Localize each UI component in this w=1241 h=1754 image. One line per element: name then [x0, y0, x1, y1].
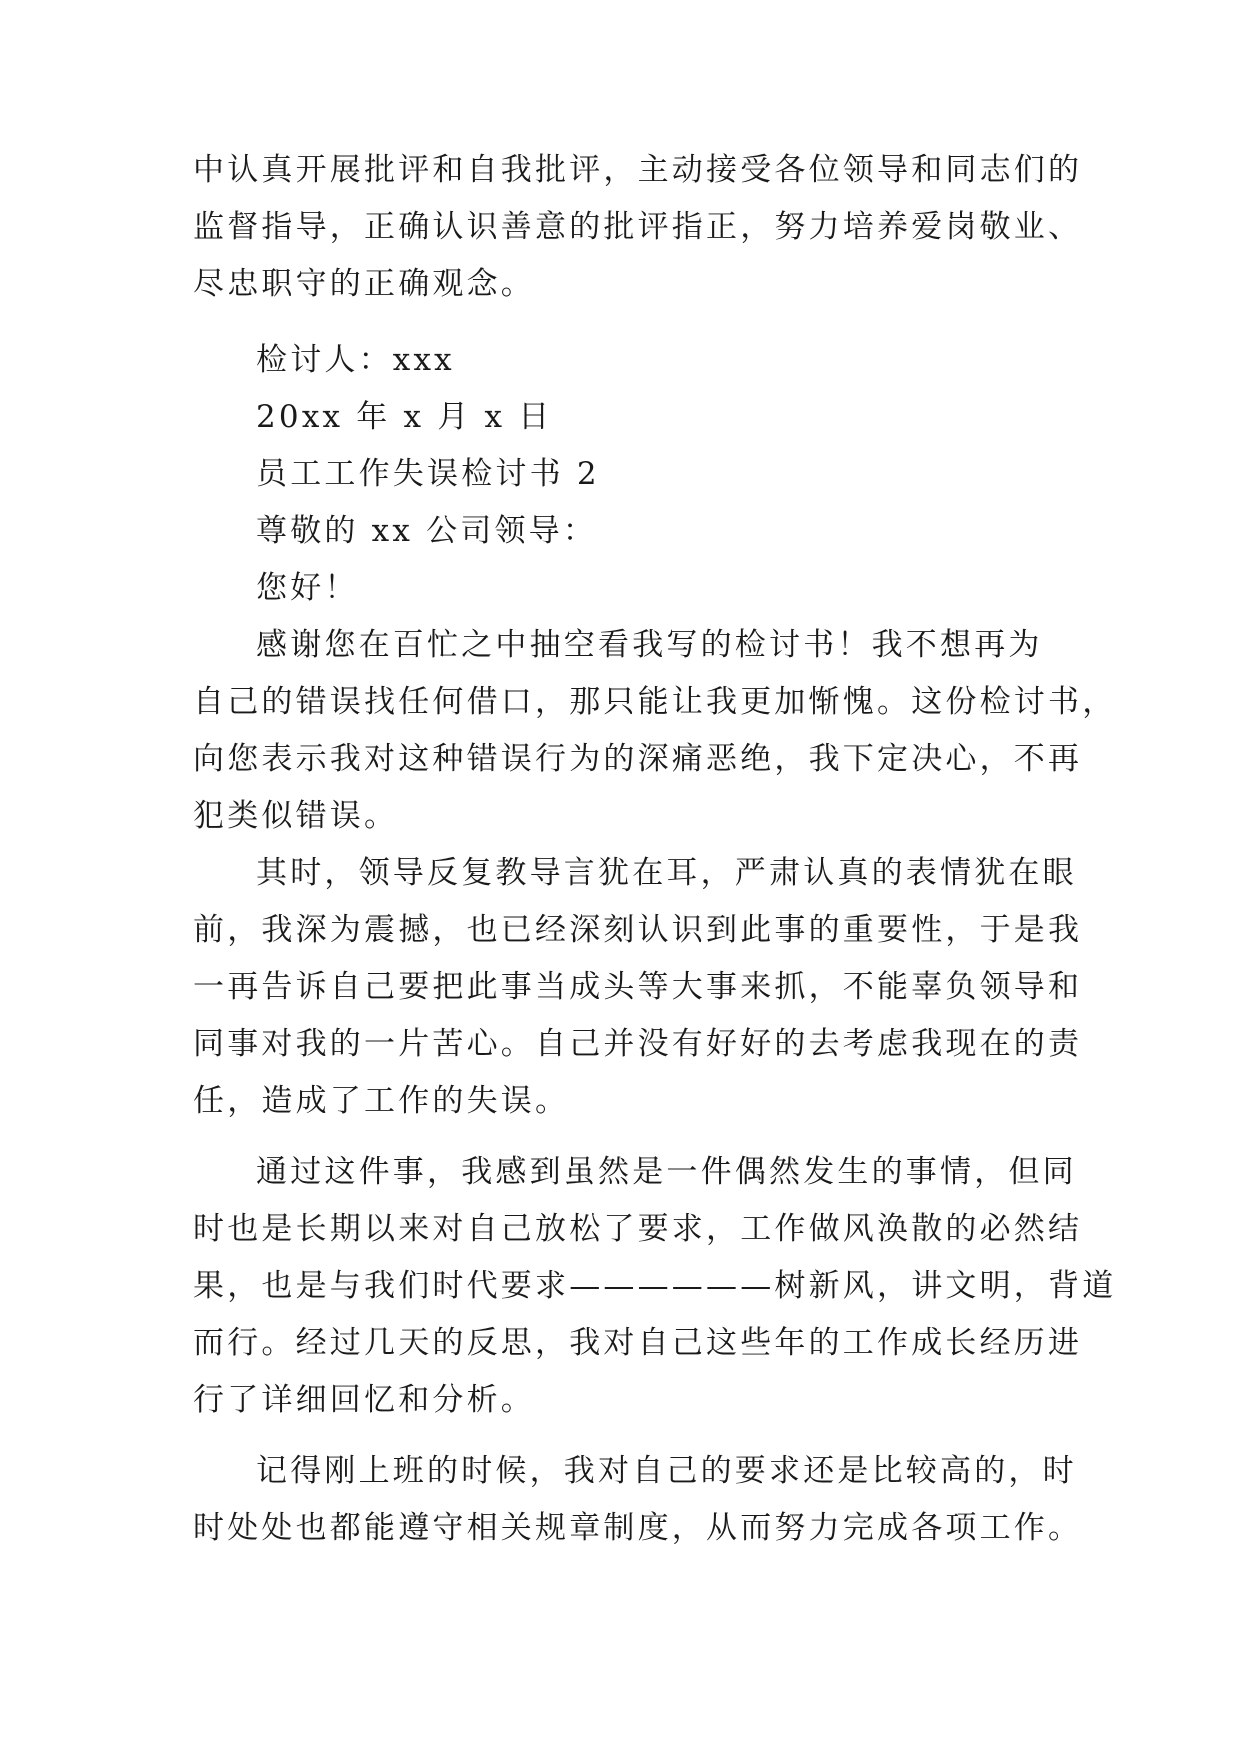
- section-title: 员工工作失误检讨书 2: [256, 456, 600, 492]
- text-line: 而行。经过几天的反思，我对自己这些年的工作成长经历进: [193, 1325, 1083, 1361]
- text-line: 中认真开展批评和自我批评，主动接受各位领导和同志们的: [193, 152, 1083, 188]
- text-line: 同事对我的一片苦心。自己并没有好好的去考虑我现在的责: [193, 1026, 1083, 1062]
- text-line: 犯类似错误。: [193, 798, 399, 834]
- text-line: 前，我深为震撼，也已经深刻认识到此事的重要性，于是我: [193, 912, 1083, 948]
- text-line: 监督指导，正确认识善意的批评指正，努力培养爱岗敬业、: [193, 209, 1083, 245]
- date-line: 20xx 年 x 月 x 日: [256, 399, 553, 435]
- text-line: 时处处也都能遵守相关规章制度，从而努力完成各项工作。: [193, 1510, 1083, 1546]
- text-line: 时也是长期以来对自己放松了要求，工作做风涣散的必然结: [193, 1211, 1083, 1247]
- text-line: 果，也是与我们时代要求——————树新风，讲文明，背道: [193, 1268, 1117, 1304]
- signer-line: 检讨人：xxx: [256, 342, 455, 378]
- salutation: 尊敬的 xx 公司领导：: [256, 513, 598, 549]
- text-line: 记得刚上班的时候，我对自己的要求还是比较高的，时: [256, 1453, 1077, 1489]
- greeting: 您好！: [256, 570, 359, 606]
- text-line: 行了详细回忆和分析。: [193, 1382, 535, 1418]
- text-line: 自己的错误找任何借口，那只能让我更加惭愧。这份检讨书，: [193, 684, 1117, 720]
- text-line: 尽忠职守的正确观念。: [193, 266, 535, 302]
- text-line: 向您表示我对这种错误行为的深痛恶绝，我下定决心，不再: [193, 741, 1083, 777]
- text-line: 其时，领导反复教导言犹在耳，严肃认真的表情犹在眼: [256, 855, 1077, 891]
- text-line: 一再告诉自己要把此事当成头等大事来抓，不能辜负领导和: [193, 969, 1083, 1005]
- text-line: 感谢您在百忙之中抽空看我写的检讨书！我不想再为: [256, 627, 1043, 663]
- text-line: 任，造成了工作的失误。: [193, 1083, 570, 1119]
- text-line: 通过这件事，我感到虽然是一件偶然发生的事情，但同: [256, 1154, 1077, 1190]
